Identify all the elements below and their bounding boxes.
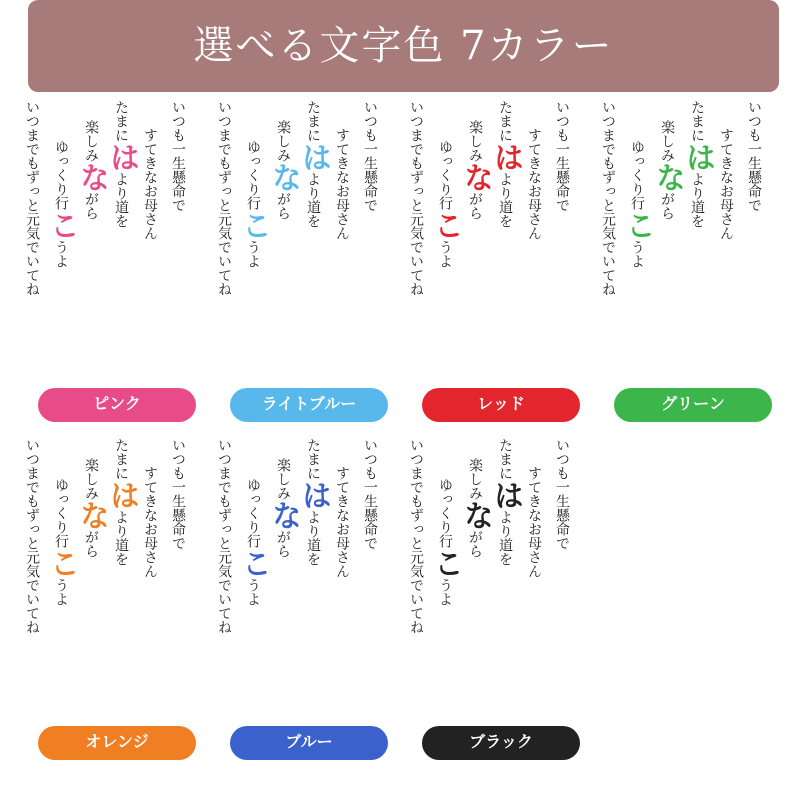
color-label: レッド [422, 388, 580, 422]
color-card-blue [216, 438, 384, 751]
color-label: ピンク [38, 388, 196, 422]
color-card-pink [24, 100, 192, 413]
color-label: オレンジ [38, 726, 196, 760]
poem-text: いつも一生懸命で すてきなお母さん たまにはより道を 楽しみながら ゆっくり行こうよ いつまでもずっと元気でいてね [24, 438, 186, 634]
poem-text: いつも一生懸命で すてきなお母さん たまにはより道を 楽しみながら ゆっくり行こうよ いつまでもずっと元気でいてね [24, 100, 186, 296]
color-card-red [408, 100, 576, 413]
color-card-green [600, 100, 768, 413]
color-label: ブルー [230, 726, 388, 760]
poem-text: いつも一生懸命で すてきなお母さん たまにはより道を 楽しみながら ゆっくり行こうよ いつまでもずっと元気でいてね [216, 100, 378, 296]
color-card-lightblue [216, 100, 384, 413]
color-label: ブラック [422, 726, 580, 760]
poem-text: いつも一生懸命で すてきなお母さん たまにはより道を 楽しみながら ゆっくり行こうよ いつまでもずっと元気でいてね [216, 438, 378, 634]
color-card-black [408, 438, 576, 751]
page-title: 選べる文字色 7カラー [28, 0, 779, 92]
color-card-orange [24, 438, 192, 751]
poem-text: いつも一生懸命で すてきなお母さん たまにはより道を 楽しみながら ゆっくり行こうよ いつまでもずっと元気でいてね [600, 100, 762, 296]
color-label: グリーン [614, 388, 772, 422]
color-label: ライトブルー [230, 388, 388, 422]
poem-text: いつも一生懸命で すてきなお母さん たまにはより道を 楽しみながら ゆっくり行こうよ いつまでもずっと元気でいてね [408, 100, 570, 296]
poem-text: いつも一生懸命で すてきなお母さん たまにはより道を 楽しみながら ゆっくり行こうよ いつまでもずっと元気でいてね [408, 438, 570, 634]
